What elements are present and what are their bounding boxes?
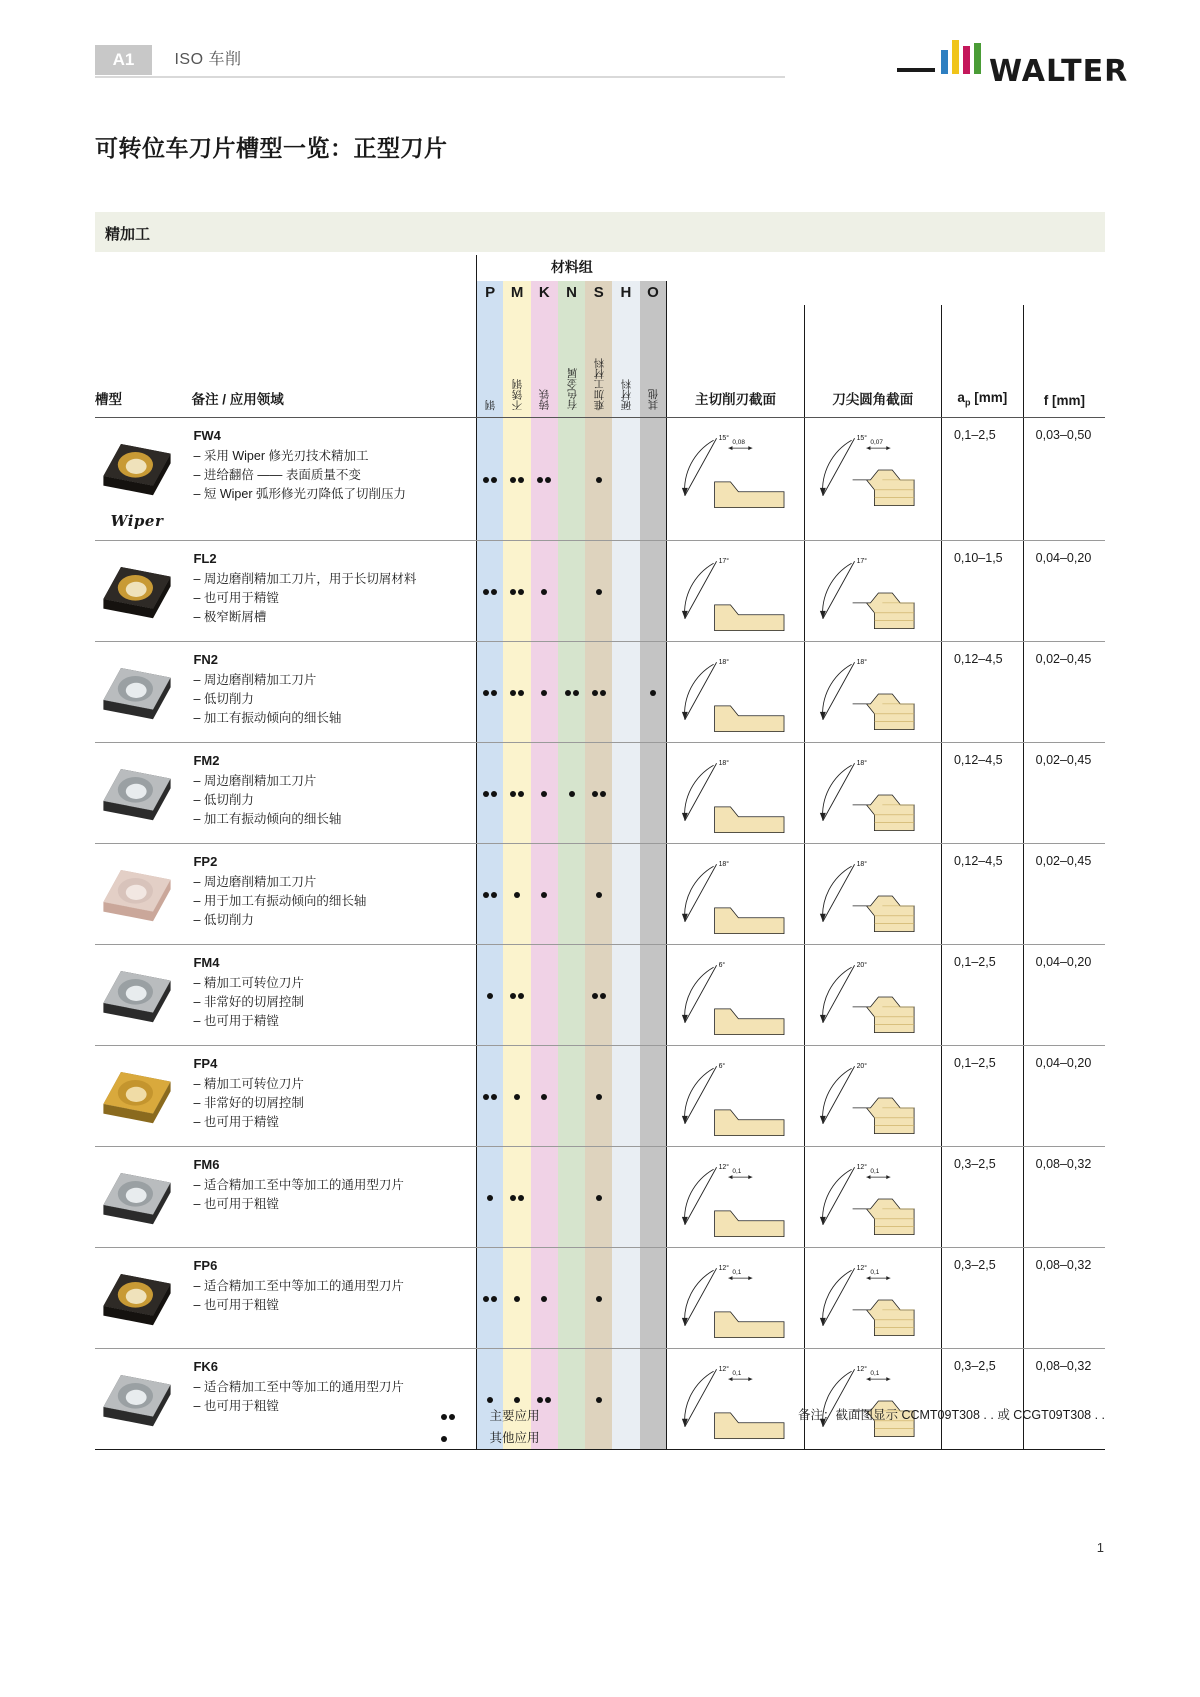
applicability-cell-S (585, 1247, 612, 1348)
ap-value: 0,1–2,5 (941, 417, 1023, 540)
corner-section-figure (805, 945, 924, 1045)
table-row (95, 843, 1105, 944)
corner-section-figure-cell (804, 843, 941, 944)
note-line: – 也可用于粗镗 (193, 1398, 279, 1413)
f-value: 0,08–0,32 (1023, 1247, 1105, 1348)
applicability-cell-H (612, 641, 639, 742)
svg-text:15°: 15° (718, 434, 730, 442)
mat-letter-P: P (476, 281, 503, 305)
applicability-cell-P (476, 742, 503, 843)
main-section-figure-cell (667, 1045, 804, 1146)
svg-text:15°: 15° (856, 434, 867, 442)
mat-letter-M: M (503, 281, 530, 305)
note-line: – 周边磨削精加工刀片 (193, 773, 317, 788)
applicability-cell-O (640, 417, 667, 540)
legend (440, 1405, 540, 1449)
ap-value: 0,3–2,5 (941, 1146, 1023, 1247)
ap-value: 0,1–2,5 (941, 1045, 1023, 1146)
svg-text:12°: 12° (718, 1163, 730, 1171)
table-row (95, 417, 1105, 540)
insert-thumbnail (97, 963, 177, 1035)
applicability-cell-S (585, 1348, 612, 1449)
svg-text:12°: 12° (856, 1264, 867, 1272)
corner-section-figure (805, 1046, 924, 1146)
svg-text:6°: 6° (718, 1062, 726, 1070)
applicability-cell-N (558, 843, 585, 944)
section-badge: A1 (95, 45, 152, 75)
applicability-cell-P (476, 1247, 503, 1348)
note-line: – 加工有振动倾向的细长轴 (193, 711, 342, 726)
applicability-cell-N (558, 641, 585, 742)
svg-text:6°: 6° (718, 961, 726, 969)
applicability-cell-P (476, 944, 503, 1045)
svg-text:0,07: 0,07 (870, 438, 883, 446)
table-body (95, 417, 1105, 1449)
insert-thumbnail (97, 1266, 177, 1338)
insert-image-cell (95, 1146, 191, 1247)
applicability-cell-S (585, 417, 612, 540)
corner-section-figure (805, 1349, 924, 1449)
main-section-figure (667, 945, 786, 1045)
mat-label-O: 其他 (640, 305, 667, 413)
insert-thumbnail (97, 862, 177, 934)
ap-value: 0,12–4,5 (941, 843, 1023, 944)
logo-bar-yellow-icon (952, 40, 959, 74)
f-value: 0,08–0,32 (1023, 1348, 1105, 1449)
notes-list (193, 1075, 469, 1133)
main-section-figure (667, 642, 786, 742)
applicability-cell-S (585, 540, 612, 641)
applicability-cell-O (640, 1045, 667, 1146)
applicability-cell-H (612, 417, 639, 540)
applicability-cell-S (585, 944, 612, 1045)
logo-bar-blue-icon (941, 50, 948, 74)
note-line: – 也可用于精镗 (193, 590, 279, 605)
description-cell (191, 417, 476, 540)
corner-section-figure-cell (804, 944, 941, 1045)
legend-double-dot-icon (440, 1405, 486, 1427)
table-row (95, 540, 1105, 641)
applicability-cell-K (531, 1045, 558, 1146)
applicability-cell-N (558, 742, 585, 843)
applicability-cell-K (531, 641, 558, 742)
main-section-figure-cell (667, 1348, 804, 1449)
main-section-figure (667, 844, 786, 944)
applicability-cell-M (503, 1045, 530, 1146)
svg-text:12°: 12° (718, 1264, 730, 1272)
page-title: 可转位车刀片槽型一览：正型刀片 (95, 135, 448, 161)
applicability-cell-N (558, 1146, 585, 1247)
logo-dash-icon (897, 68, 935, 72)
svg-text:0,1: 0,1 (870, 1167, 880, 1175)
note-line: – 低切削力 (193, 913, 254, 928)
svg-text:18°: 18° (856, 759, 867, 767)
table-row (95, 1348, 1105, 1449)
corner-section-figure (805, 743, 924, 843)
svg-text:18°: 18° (856, 658, 867, 666)
main-section-figure-cell (667, 540, 804, 641)
insert-thumbnail (97, 559, 177, 631)
main-section-figure-cell (667, 1146, 804, 1247)
section-title: ISO 车削 (174, 51, 242, 68)
col-header-geometry: 槽型 (95, 392, 122, 407)
applicability-cell-N (558, 1247, 585, 1348)
corner-section-figure-cell (804, 1146, 941, 1247)
note-line: – 非常好的切屑控制 (193, 994, 304, 1009)
note-line: – 采用 Wiper 修光刃技术精加工 (193, 448, 369, 463)
applicability-cell-K (531, 944, 558, 1045)
f-value: 0,02–0,45 (1023, 742, 1105, 843)
note-line: – 也可用于精镗 (193, 1014, 279, 1029)
note-line: – 加工有振动倾向的细长轴 (193, 812, 342, 827)
svg-text:18°: 18° (718, 860, 730, 868)
logo-bar-green-icon (974, 43, 981, 74)
insert-thumbnail (97, 1064, 177, 1136)
geometry-code: FP2 (193, 853, 218, 869)
note-line: – 适合精加工至中等加工的通用型刀片 (193, 1379, 404, 1394)
applicability-cell-H (612, 742, 639, 843)
ap-unit: [mm] (974, 390, 1008, 406)
insert-thumbnail (97, 436, 177, 508)
main-section-figure-cell (667, 1247, 804, 1348)
legend-single-dot-icon (440, 1427, 486, 1449)
geometry-code: FM2 (193, 752, 220, 768)
applicability-cell-S (585, 742, 612, 843)
main-section-figure-cell (667, 742, 804, 843)
applicability-cell-K (531, 540, 558, 641)
applicability-cell-S (585, 1146, 612, 1247)
applicability-cell-N (558, 1348, 585, 1449)
col-header-main-section: 主切削刃截面 (667, 305, 804, 413)
note-line: – 用于加工有振动倾向的细长轴 (193, 893, 367, 908)
main-section-figure-cell (667, 944, 804, 1045)
matgroup-title-row (95, 255, 1105, 281)
applicability-cell-K (531, 843, 558, 944)
f-value: 0,03–0,50 (1023, 417, 1105, 540)
note-line: – 适合精加工至中等加工的通用型刀片 (193, 1177, 404, 1192)
corner-section-figure-cell (804, 540, 941, 641)
applicability-cell-H (612, 1348, 639, 1449)
legend-secondary-label: 其他应用 (489, 1431, 540, 1445)
geometry-code: FW4 (193, 427, 221, 443)
table-row (95, 641, 1105, 742)
insert-thumbnail (97, 1165, 177, 1237)
table-row (95, 742, 1105, 843)
applicability-cell-H (612, 1045, 639, 1146)
applicability-cell-O (640, 1247, 667, 1348)
applicability-cell-M (503, 540, 530, 641)
matgroup-letters-row (95, 281, 1105, 305)
page-number: 1 (1096, 1540, 1104, 1555)
ap-sub: p (964, 398, 971, 408)
notes-list (193, 873, 469, 931)
f-value: 0,02–0,45 (1023, 843, 1105, 944)
corner-section-figure-cell (804, 1348, 941, 1449)
notes-list (193, 447, 469, 505)
notes-list (193, 671, 469, 729)
applicability-cell-N (558, 944, 585, 1045)
applicability-cell-O (640, 641, 667, 742)
description-cell (191, 843, 476, 944)
corner-section-figure (805, 844, 924, 944)
col-header-ap (941, 305, 1023, 413)
section-band-label: 精加工 (105, 226, 151, 243)
ap-base: a (957, 390, 965, 406)
svg-text:18°: 18° (718, 658, 730, 666)
note-line: – 也可用于粗镗 (193, 1196, 279, 1211)
col-header-notes: 备注 / 应用领域 (191, 392, 284, 407)
insert-thumbnail (97, 660, 177, 732)
notes-list (193, 1378, 469, 1417)
mat-letter-O: O (640, 281, 667, 305)
description-cell (191, 742, 476, 843)
svg-text:12°: 12° (718, 1365, 730, 1373)
corner-section-figure (805, 642, 924, 742)
f-value: 0,04–0,20 (1023, 540, 1105, 641)
main-section-figure-cell (667, 641, 804, 742)
corner-section-figure (805, 418, 924, 518)
main-section-figure (667, 1248, 786, 1348)
applicability-cell-M (503, 641, 530, 742)
mat-letter-K: K (531, 281, 558, 305)
table-row (95, 1146, 1105, 1247)
applicability-cell-K (531, 1247, 558, 1348)
walter-logo (897, 42, 1129, 89)
svg-text:0,1: 0,1 (870, 1369, 880, 1377)
main-section-figure (667, 743, 786, 843)
mat-letter-S: S (585, 281, 612, 305)
insert-image-cell (95, 1045, 191, 1146)
corner-section-figure (805, 541, 924, 641)
svg-text:20°: 20° (856, 1062, 867, 1070)
ap-value: 0,3–2,5 (941, 1348, 1023, 1449)
legend-primary (440, 1405, 540, 1427)
applicability-cell-N (558, 417, 585, 540)
note-line: – 进给翻倍 —— 表面质量不变 (193, 467, 361, 482)
section-band (95, 212, 1105, 252)
note-line: – 非常好的切屑控制 (193, 1095, 304, 1110)
notes-list (193, 974, 469, 1032)
svg-text:17°: 17° (718, 557, 730, 565)
geometry-code: FP6 (193, 1257, 218, 1273)
svg-text:12°: 12° (856, 1365, 867, 1373)
insert-thumbnail (97, 1367, 177, 1439)
applicability-cell-M (503, 1146, 530, 1247)
applicability-cell-S (585, 1045, 612, 1146)
col-header-f: f [mm] (1023, 305, 1105, 413)
description-cell (191, 1348, 476, 1449)
applicability-cell-P (476, 1146, 503, 1247)
f-value: 0,04–0,20 (1023, 1045, 1105, 1146)
svg-text:18°: 18° (718, 759, 730, 767)
applicability-cell-K (531, 742, 558, 843)
ap-value: 0,1–2,5 (941, 944, 1023, 1045)
notes-list (193, 772, 469, 830)
logo-wordmark: WALTER (989, 54, 1129, 89)
logo-bar-magenta-icon (963, 46, 970, 74)
col-header-corner-section: 刀尖圆角截面 (804, 305, 941, 413)
applicability-cell-P (476, 417, 503, 540)
applicability-cell-K (531, 1146, 558, 1247)
svg-text:20°: 20° (856, 961, 867, 969)
corner-section-figure-cell (804, 641, 941, 742)
f-value: 0,08–0,32 (1023, 1146, 1105, 1247)
applicability-cell-S (585, 641, 612, 742)
note-line: – 精加工可转位刀片 (193, 975, 304, 990)
applicability-cell-M (503, 843, 530, 944)
mat-letter-N: N (558, 281, 585, 305)
insert-image-cell (95, 843, 191, 944)
description-cell (191, 540, 476, 641)
f-value: 0,02–0,45 (1023, 641, 1105, 742)
main-section-figure-cell (667, 843, 804, 944)
description-cell (191, 1146, 476, 1247)
svg-text:0,1: 0,1 (870, 1268, 880, 1276)
insert-image-cell (95, 641, 191, 742)
mat-label-S: 难加工材料 (585, 305, 612, 413)
main-section-figure (667, 1349, 786, 1449)
applicability-cell-O (640, 1146, 667, 1247)
geometry-code: FM4 (193, 954, 220, 970)
applicability-cell-H (612, 540, 639, 641)
applicability-cell-N (558, 540, 585, 641)
ap-value: 0,12–4,5 (941, 742, 1023, 843)
applicability-cell-K (531, 417, 558, 540)
mat-letter-H: H (612, 281, 639, 305)
table-footnote: 备注：截面图显示 CCMT09T308 . . 或 CCGT09T308 . . (797, 1408, 1105, 1422)
note-line: – 也可用于粗镗 (193, 1297, 279, 1312)
applicability-cell-M (503, 417, 530, 540)
main-section-figure (667, 418, 786, 518)
applicability-cell-O (640, 1348, 667, 1449)
table-row (95, 1247, 1105, 1348)
applicability-cell-N (558, 1045, 585, 1146)
description-cell (191, 641, 476, 742)
note-line: – 周边磨削精加工刀片，用于长切屑材料 (193, 571, 417, 586)
geometry-table (95, 255, 1105, 1450)
wiper-badge: Wiper (110, 511, 164, 530)
insert-image-cell (95, 1247, 191, 1348)
svg-text:18°: 18° (856, 860, 867, 868)
corner-section-figure (805, 1147, 924, 1247)
main-section-figure (667, 541, 786, 641)
svg-text:12°: 12° (856, 1163, 867, 1171)
ap-value: 0,10–1,5 (941, 540, 1023, 641)
applicability-cell-P (476, 843, 503, 944)
applicability-cell-M (503, 1247, 530, 1348)
mat-label-N: 有色金属 (558, 305, 585, 413)
main-section-figure (667, 1147, 786, 1247)
insert-image-cell (95, 944, 191, 1045)
header-rule (95, 76, 785, 78)
table-row (95, 944, 1105, 1045)
note-line: – 精加工可转位刀片 (193, 1076, 304, 1091)
geometry-code: FK6 (193, 1358, 219, 1374)
applicability-cell-M (503, 742, 530, 843)
applicability-cell-O (640, 742, 667, 843)
note-line: – 也可用于精镗 (193, 1115, 279, 1130)
note-line: – 低切削力 (193, 691, 254, 706)
geometry-code: FL2 (193, 550, 217, 566)
insert-image-cell (95, 417, 191, 540)
main-section-figure-cell (667, 417, 804, 540)
note-line: – 极窄断屑槽 (193, 610, 267, 625)
insert-image-cell (95, 1348, 191, 1449)
f-value: 0,04–0,20 (1023, 944, 1105, 1045)
description-cell (191, 1045, 476, 1146)
corner-section-figure (805, 1248, 924, 1348)
table-header-row (95, 305, 1105, 413)
mat-label-K: 铸铁 (531, 305, 558, 413)
mat-label-M: 不锈钢 (503, 305, 530, 413)
corner-section-figure-cell (804, 417, 941, 540)
applicability-cell-P (476, 641, 503, 742)
insert-image-cell (95, 742, 191, 843)
mat-label-H: 硬材料 (612, 305, 639, 413)
ap-value: 0,12–4,5 (941, 641, 1023, 742)
ap-value: 0,3–2,5 (941, 1247, 1023, 1348)
applicability-cell-P (476, 1045, 503, 1146)
notes-list (193, 1277, 469, 1316)
applicability-cell-M (503, 944, 530, 1045)
applicability-cell-O (640, 540, 667, 641)
insert-thumbnail (97, 761, 177, 833)
corner-section-figure-cell (804, 1045, 941, 1146)
insert-image-cell (95, 540, 191, 641)
geometry-code: FP4 (193, 1055, 218, 1071)
svg-text:0,08: 0,08 (732, 438, 746, 446)
legend-secondary (440, 1427, 540, 1449)
svg-text:0,1: 0,1 (732, 1369, 742, 1377)
legend-primary-label: 主要应用 (489, 1409, 540, 1423)
note-line: – 周边磨削精加工刀片 (193, 672, 317, 687)
description-cell (191, 944, 476, 1045)
applicability-cell-S (585, 843, 612, 944)
mat-label-P: 钢 (476, 305, 503, 413)
applicability-cell-H (612, 843, 639, 944)
applicability-cell-O (640, 843, 667, 944)
notes-list (193, 1176, 469, 1215)
matgroup-title: 材料组 (476, 255, 667, 281)
geometry-code: FN2 (193, 651, 219, 667)
note-line: – 适合精加工至中等加工的通用型刀片 (193, 1278, 404, 1293)
applicability-cell-H (612, 1247, 639, 1348)
note-line: – 短 Wiper 弧形修光刃降低了切削压力 (193, 487, 406, 502)
note-line: – 低切削力 (193, 792, 254, 807)
applicability-cell-H (612, 1146, 639, 1247)
svg-text:17°: 17° (856, 557, 867, 565)
notes-list (193, 570, 469, 628)
svg-text:0,1: 0,1 (732, 1268, 742, 1276)
note-line: – 周边磨削精加工刀片 (193, 874, 317, 889)
svg-text:0,1: 0,1 (732, 1167, 742, 1175)
applicability-cell-O (640, 944, 667, 1045)
corner-section-figure-cell (804, 742, 941, 843)
applicability-cell-H (612, 944, 639, 1045)
description-cell (191, 1247, 476, 1348)
applicability-cell-P (476, 540, 503, 641)
main-section-figure (667, 1046, 786, 1146)
geometry-code: FM6 (193, 1156, 220, 1172)
corner-section-figure-cell (804, 1247, 941, 1348)
table-row (95, 1045, 1105, 1146)
